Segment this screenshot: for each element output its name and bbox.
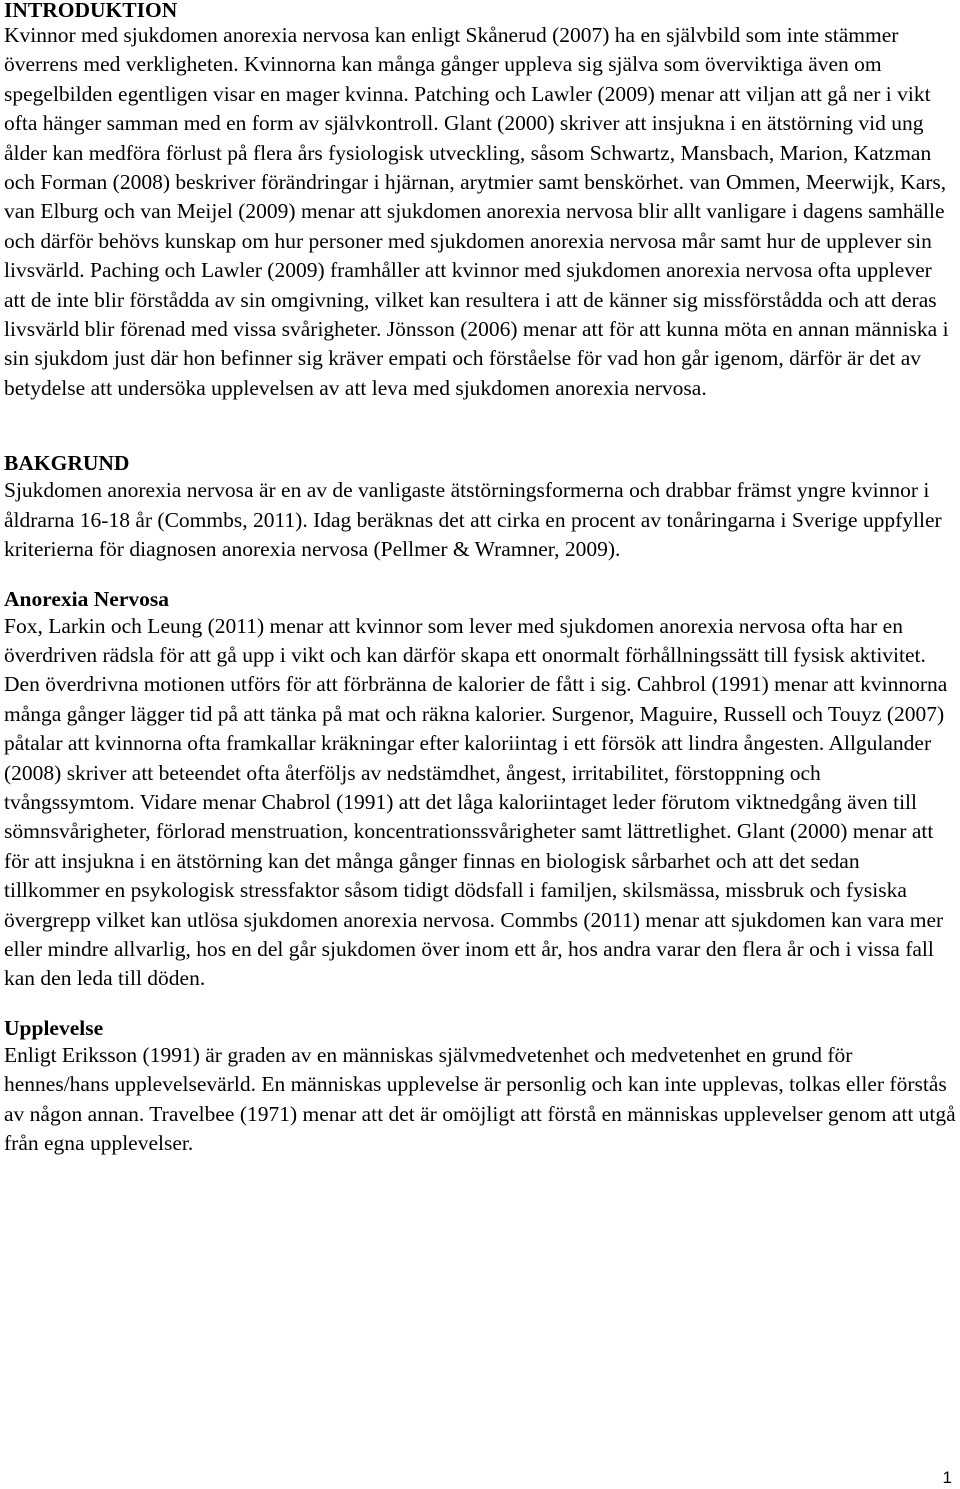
section-heading-anorexia-nervosa: Anorexia Nervosa [4, 586, 170, 611]
section-heading-bakgrund: BAKGRUND [4, 451, 130, 476]
section-body-introduktion: Kvinnor med sjukdomen anorexia nervosa kan enligt Skånerud (2007) ha en självbild som inte stämmer överrens med verkligheten. Kvinnorna kan många gånger uppleva sig själva som överviktiga även om spegelbilden egentligen visar en mager kvinna. Patching och Lawler (2009) menar att viljan att gå ner i vikt ofta hänger samman med en form av självkontroll. Glant (2000) skriver att insjukna i en ätstörning vid ung ålder kan medföra förlust på flera års fysiologisk utveckling, såsom Schwartz, Mansbach, Marion, Katzman och Forman (2008) beskriver förändringar i hjärnan, arytmier samt benskörhet. van Ommen, Meerwijk, Kars, van Elburg och van Meijel (2009) menar att sjukdomen anorexia nervosa blir allt vanligare i dagens samhälle och därför behövs kunskap om hur personer med sjukdomen anorexia nervosa mår samt hur de upplever sin livsvärld. Paching och Lawler (2009) framhåller att kvinnor med sjukdomen anorexia nervosa ofta upplever att de inte blir förstådda av sin omgivning, vilket kan resultera i att de känner sig missförstådda och att deras livsvärld blir förenad med vissa svårigheter. Jönsson (2006) menar att för att kunna möta en annan människa i sin sjukdom just där hon befinner sig kräver empati och förståelse för vad hon går igenom, därför är det av betydelse att undersöka upplevelsen av att leva med sjukdomen anorexia nervosa. [4, 23, 949, 400]
section-spacer [4, 403, 956, 451]
section-heading-upplevelse: Upplevelse [4, 1015, 104, 1040]
section-body-bakgrund: Sjukdomen anorexia nervosa är en av de vanligaste ätstörningsformerna och drabbar främst yngre kvinnor i åldrarna 16-18 år (Commbs, 2011). Idag beräknas det att cirka en procent av tonåringarna i Sverige uppfyller kriterierna för diagnosen anorexia nervosa (Pellmer & Wramner, 2009). [4, 478, 942, 562]
section-heading-introduktion: INTRODUKTION [4, 0, 178, 22]
section-spacer [4, 565, 956, 587]
section-upplevelse [4, 1016, 956, 1159]
section-introduktion [4, 0, 956, 403]
page-number: 1 [942, 1468, 952, 1487]
section-bakgrund [4, 451, 956, 564]
section-spacer [4, 994, 956, 1016]
section-body-anorexia-nervosa: Fox, Larkin och Leung (2011) menar att kvinnor som lever med sjukdomen anorexia nervosa ofta har en överdriven rädsla för att gå upp i vikt och kan därför skapa ett onormalt förhållningssätt till fysisk aktivitet. Den överdrivna motionen utförs för att förbränna de kalorier de fått i sig. Cahbrol (1991) menar att kvinnorna många gånger lägger tid på att tänka på mat och räkna kalorier. Surgenor, Maguire, Russell och Touyz (2007) påtalar att kvinnorna ofta framkallar kräkningar efter kaloriintag i ett försök att lindra ångesten. Allgulander (2008) skriver att beteendet ofta återföljs av nedstämdhet, ångest, irritabilitet, förstoppning och tvångssymtom. Vidare menar Chabrol (1991) att det låga kaloriintaget leder förutom viktnedgång även till sömnsvårigheter, förlorad menstruation, koncentrationssvårigheter samt lättretlighet. Glant (2000) menar att för att insjukna i en ätstörning kan det många gånger finnas en biologisk sårbarhet och att det sedan tillkommer en psykologisk stressfaktor såsom tidigt dödsfall i familjen, skilsmässa, missbruk och fysiska övergrepp vilket kan utlösa sjukdomen anorexia nervosa. Commbs (2011) menar att sjukdomen kan vara mer eller mindre allvarlig, hos en del går sjukdomen över inom ett år, hos andra varar den flera år och i vissa fall kan den leda till döden. [4, 613, 948, 991]
section-body-upplevelse: Enligt Eriksson (1991) är graden av en människas självmedvetenhet och medvetenhet en grund för hennes/hans upplevelsevärld. En människas upplevelse är personlig och kan inte upplevas, tolkas eller förstås av någon annan. Travelbee (1971) menar att det är omöjligt att förstå en människas upplevelser genom att utgå från egna upplevelser. [4, 1042, 956, 1155]
section-anorexia-nervosa [4, 587, 956, 994]
document-page [4, 0, 956, 1158]
